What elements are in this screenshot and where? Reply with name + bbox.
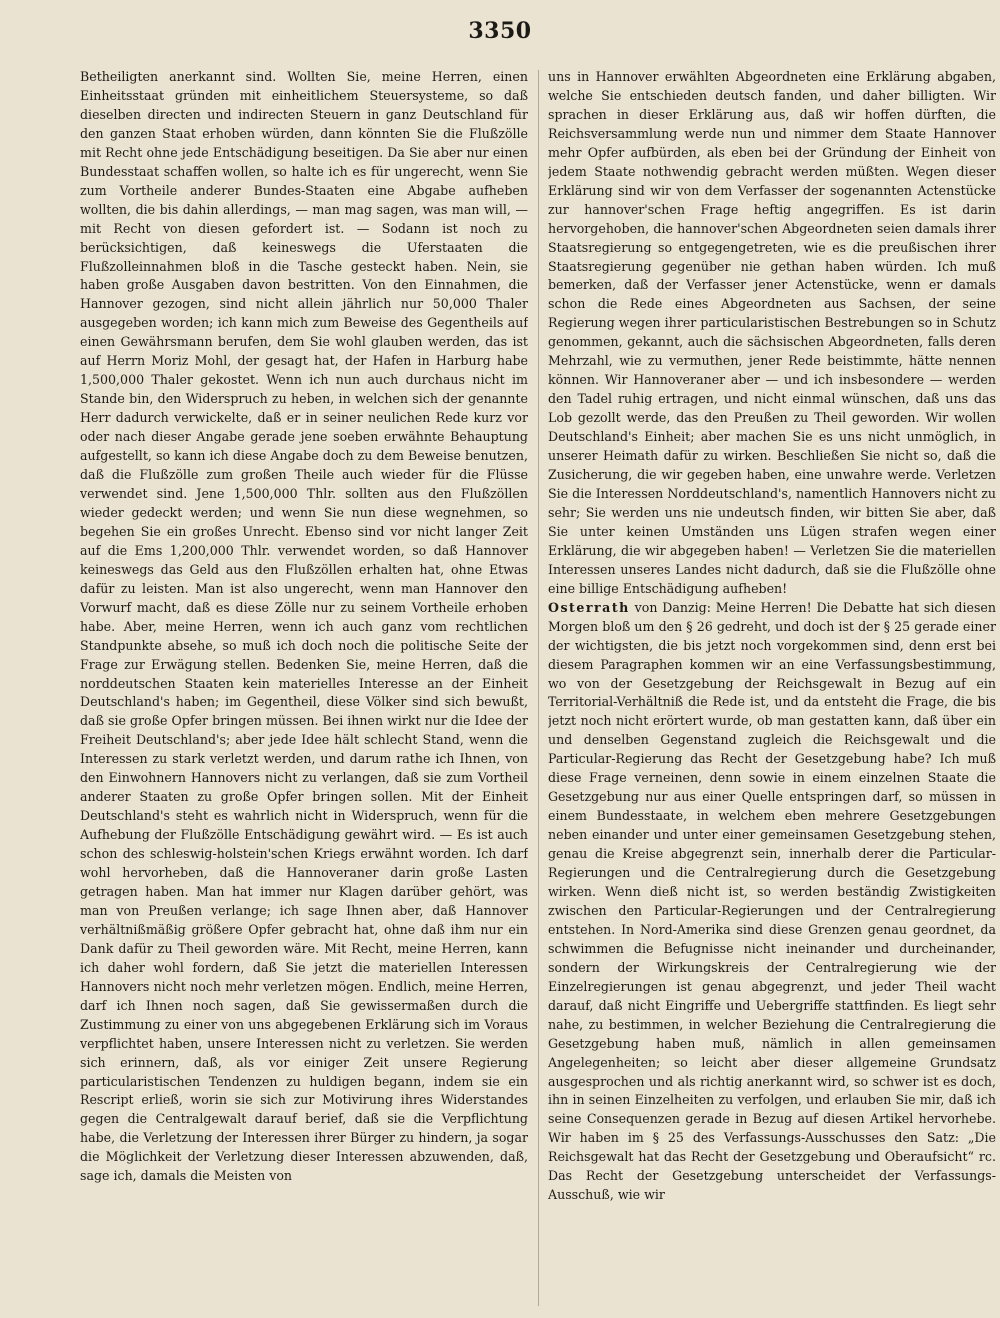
- right-column: [548, 68, 996, 1308]
- column-divider: [538, 70, 539, 1306]
- page-number: 3350: [468, 18, 532, 44]
- left-column-text: Betheiligten anerkannt sind. Wollten Sie, meine Herren, einen Einheitsstaat gründen mit einheitlichem Steuersysteme, so daß dieselben directen und indirecten Steuern in ganz Deutschland für den ganzen Staat erhoben würden, dann könnten Sie die Flußzölle mit Recht ohne jede Entschädigung beseitigen. Da Sie aber nur einen Bundesstaat schaffen wollen, so halte ich es für ungerecht, wenn Sie zum Vortheile anderer Bundes-Staaten eine Abgabe aufheben wollten, die bis dahin allerdings, — man mag sagen, was man will, — mit Recht von diesen gefordert ist. — Sodann ist noch zu berücksichtigen, daß keineswegs die Uferstaaten die Flußzolleinnahmen bloß in die Tasche gesteckt haben. Nein, sie haben große Ausgaben davon bestritten. Von den Einnahmen, die Hannover gezogen, sind nicht allein jährlich nur 50,000 Thaler ausgegeben worden; ich kann mich zum Beweise des Gegentheils auf einen Gewährsmann berufen, dem Sie wohl glauben werden, das ist auf Herrn Moriz Mohl, der gesagt hat, der Hafen in Harburg habe 1,500,000 Thaler gekostet. Wenn ich nun auch durchaus nicht im Stande bin, den Widerspruch zu heben, in welchen sich der genannte Herr dadurch verwickelte, daß er in seiner neulichen Rede kurz vor oder nach dieser Angabe gerade jene soeben erwähnte Behauptung aufgestellt, so kann ich diese Angabe doch zu dem Beweise benutzen, daß die Flußzölle zum großen Theile auch wieder für die Flüsse verwendet sind. Jene 1,500,000 Thlr. sollten aus den Flußzöllen wieder gedeckt werden; und wenn Sie nun diese wegnehmen, so begehen Sie ein großes Unrecht. Ebenso sind vor nicht langer Zeit auf die Ems 1,200,000 Thlr. verwendet worden, so daß Hannover keineswegs das Geld aus den Flußzöllen erhalten hat, ohne Etwas dafür zu leisten. Man ist also ungerecht, wenn man Hannover den Vorwurf macht, daß es diese Zölle nur zu seinem Vortheile erhoben habe. Aber, meine Herren, wenn ich auch ganz vom rechtlichen Standpunkte absehe, so muß ich doch noch die politische Seite der Frage zur Erwägung stellen. Bedenken Sie, meine Herren, daß die norddeutschen Staaten kein materielles Interesse an der Einheit Deutschland's haben; im Gegentheil, diese Völker sind sich bewußt, daß sie große Opfer bringen müssen. Bei ihnen wirkt nur die Idee der Freiheit Deutschland's; aber jede Idee hält schlecht Stand, wenn die Interessen zu stark verletzt werden, und darum rathe ich Ihnen, von den Einwohnern Hannovers nicht zu verlangen, daß sie zum Vortheil anderer Staaten zu große Opfer bringen sollen. Mit der Einheit Deutschland's steht es wahrlich nicht in Widerspruch, wenn für die Aufhebung der Flußzölle Entschädigung gewährt wird. — Es ist auch schon des schleswig-holstein'schen Kriegs erwähnt worden. Ich darf wohl hervorheben, daß die Hannoveraner darin große Lasten getragen haben. Man hat immer nur Klagen darüber gehört, was man von Preußen verlange; ich sage Ihnen aber, daß Hannover verhältnißmäßig größere Opfer gebracht hat, ohne daß ihm nur ein Dank dafür zu Theil geworden wäre. Mit Recht, meine Herren, kann ich daher wohl fordern, daß Sie jetzt die materiellen Interessen Hannovers nicht noch mehr verletzen mögen. Endlich, meine Herren, darf ich Ihnen noch sagen, daß Sie gewissermaßen durch die Zustimmung zu einer von uns abgegebenen Erklärung sich im Voraus verpflichtet haben, unsere Interessen nicht zu verletzen. Sie werden sich erinnern, daß, als vor einiger Zeit unsere Regierung particularistischen Tendenzen zu huldigen begann, indem sie ein Rescript erließ, worin sie sich zur Motivirung ihres Widerstandes gegen die Centralgewalt darauf berief, daß sie die Verpflichtung habe, die Verletzung der Interessen ihrer Bürger zu hindern, ja sogar die Möglichkeit der Verletzung dieser Interessen abzuwenden, daß, sage ich, damals die Meisten von: [80, 69, 528, 1184]
- right-column-text-continued: uns in Hannover erwählten Abgeordneten eine Erklärung abgaben, welche Sie entschieden deutsch fanden, und daher billigten. Wir sprachen in dieser Erklärung aus, daß wir hoffen dürften, die Reichsversammlung werde nun und nimmer dem Staate Hannover mehr Opfer aufbürden, als eben bei der Gründung der Einheit von jedem Staate nothwendig gebracht werden müßten. Wegen dieser Erklärung sind wir von dem Verfasser der sogenannten Actenstücke zur hannover'schen Frage heftig angegriffen. Es ist darin hervorgehoben, die hannover'schen Abgeordneten seien damals ihrer Staatsregierung so entgegengetreten, wie es die preußischen ihrer Staatsregierung gegenüber nie gethan haben würden. Ich muß bemerken, daß der Verfasser jener Actenstücke, wenn er damals schon die Rede eines Abgeordneten aus Sachsen, der seine Regierung wegen ihrer particularistischen Bestrebungen so in Schutz genommen, gekannt, auch die sächsischen Abgeordneten, falls deren Mehrzahl, wie zu vermuthen, jener Rede beistimmte, hätte nennen können. Wir Hannoveraner aber — und ich insbesondere — werden den Tadel ruhig ertragen, und nicht einmal wünschen, daß uns das Lob gezollt werde, das den Preußen zu Theil geworden. Wir wollen Deutschland's Einheit; aber machen Sie es uns nicht unmöglich, in unserer Heimath dafür zu wirken. Beschließen Sie nicht so, daß die Zusicherung, die wir gegeben haben, eine unwahre werde. Verletzen Sie die Interessen Norddeutschland's, namentlich Hannovers nicht zu sehr; Sie werden uns nie undeutsch finden, wir bitten Sie aber, daß Sie unter keinen Umständen uns Lügen strafen wegen einer Erklärung, die wir abgegeben haben! — Verletzen Sie die materiellen Interessen unseres Landes nicht dadurch, daß sie die Flußzölle ohne eine billige Entschädigung aufheben!: [548, 69, 996, 596]
- speech-text: von Danzig: Meine Herren! Die Debatte hat sich diesen Morgen bloß um den § 26 gedreht, und doch ist der § 25 gerade einer der wichtigsten, die bis jetzt noch vorgekommen sind, denn erst bei diesem Paragraphen kommen wir an eine Verfassungsbestimmung, wo von der Gesetzgebung der Reichsgewalt in Bezug auf ein Territorial-Verhältniß die Rede ist, und da entsteht die Frage, die bis jetzt noch nicht erörtert wurde, ob man gestatten kann, daß über ein und denselben Gegenstand zugleich die Reichsgewalt und die Particular-Regierung das Recht der Gesetzgebung habe? Ich muß diese Frage verneinen, denn sowie in einem einzelnen Staate die Gesetzgebung nur aus einer Quelle entspringen darf, so müssen in einem Bundesstaate, in welchem eben mehrere Gesetzgebungen neben einander und unter einer gemeinsamen Gesetzgebung stehen, genau die Kreise abgegrenzt sein, innerhalb derer die Particular-Regierungen und die Centralregierung durch die Gesetzgebung wirken. Wenn dieß nicht ist, so werden beständig Zwistigkeiten zwischen den Particular-Regierungen und der Centralregierung entstehen. In Nord-Amerika sind diese Grenzen genau geordnet, da schwimmen die Befugnisse nicht ineinander und durcheinander, sondern der Wirkungskreis der Centralregierung wie der Einzelregierungen ist genau abgegrenzt, und jeder Theil wacht darauf, daß nicht Eingriffe und Uebergriffe stattfinden. Es liegt sehr nahe, zu bestimmen, in welcher Beziehung die Centralregierung die Gesetzgebung haben muß, nämlich in allen gemeinsamen Angelegenheiten; so leicht aber dieser allgemeine Grundsatz ausgesprochen und als richtig anerkannt wird, so schwer ist es doch, ihn in seinen Einzelheiten zu verfolgen, und erlauben Sie mir, daß ich seine Consequenzen gerade in Bezug auf diesen Artikel hervorhebe. Wir haben im § 25 des Verfassungs-Ausschusses den Satz: „Die Reichsgewalt hat das Recht der Gesetzgebung und Oberaufsicht“ rc. Das Recht der Gesetzgebung unterscheidet der Verfassungs-Ausschuß, wie wir: [548, 599, 996, 1203]
- speaker-name: Osterrath: [548, 599, 630, 615]
- speech-paragraph: [548, 599, 996, 1206]
- left-column: [80, 68, 528, 1308]
